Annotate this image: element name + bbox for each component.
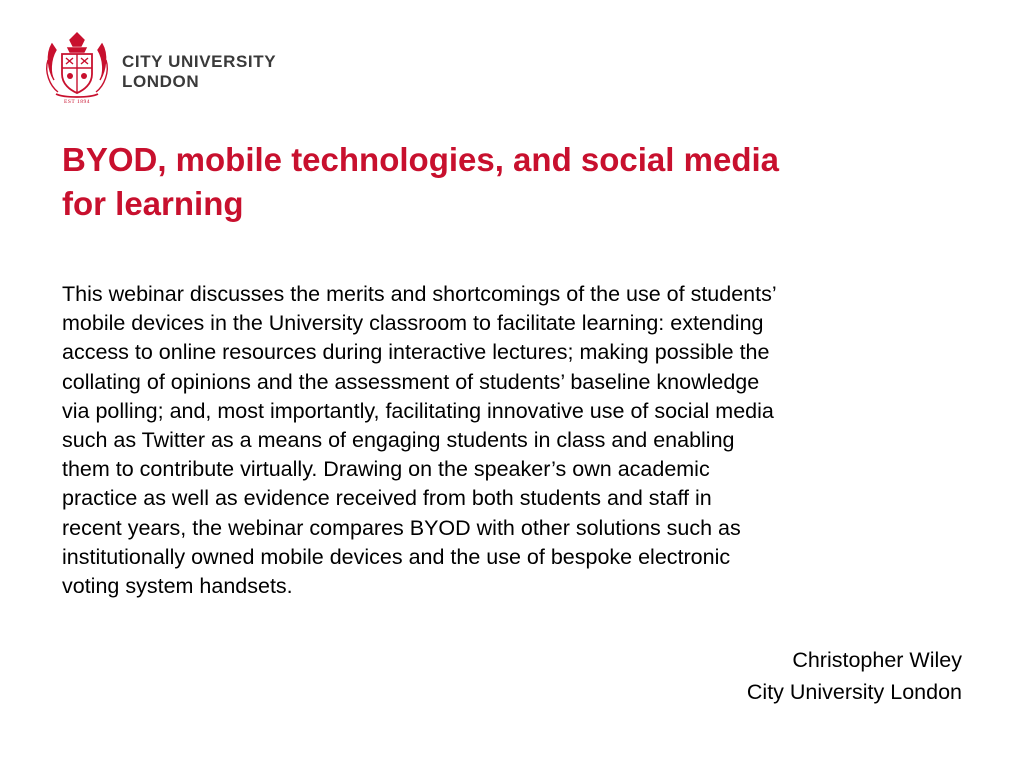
abstract-line: such as Twitter as a means of engaging students in class and enabling	[62, 428, 735, 453]
abstract-line: collating of opinions and the assessment of students’ baseline knowledge	[62, 369, 760, 394]
crest-icon	[44, 30, 110, 110]
university-logo	[44, 30, 304, 110]
university-wordmark	[122, 52, 276, 92]
abstract-line: This webinar discusses the merits and shortcomings of the use of students’	[62, 282, 777, 306]
abstract-line: practice as well as evidence received from both students and staff in	[62, 486, 712, 511]
abstract-line: institutionally owned mobile devices and the use of bespoke electronic	[62, 544, 731, 569]
author-block	[747, 644, 962, 708]
abstract-line: access to online resources during interactive lectures; making possible the	[62, 340, 770, 365]
title-line-2: for learning	[62, 185, 244, 222]
abstract-line: recent years, the webinar compares BYOD with other solutions such as	[62, 515, 741, 540]
wordmark-line-2: LONDON	[122, 72, 200, 91]
slide-title	[62, 138, 962, 226]
author-affiliation: City University London	[746, 680, 962, 704]
abstract-paragraph	[62, 280, 982, 601]
wordmark-line-1: CITY UNIVERSITY	[122, 52, 277, 71]
abstract-line: via polling; and, most importantly, facilitating innovative use of social media	[62, 398, 774, 423]
author-name: Christopher Wiley	[792, 648, 962, 672]
abstract-line: mobile devices in the University classroom to facilitate learning: extending	[62, 311, 764, 336]
abstract-line: voting system handsets.	[62, 574, 293, 599]
abstract-line: them to contribute virtually. Drawing on the speaker’s own academic	[62, 457, 710, 482]
crest-established-text: EST 1894	[63, 99, 91, 105]
title-line-1: BYOD, mobile technologies, and social media	[62, 141, 779, 178]
